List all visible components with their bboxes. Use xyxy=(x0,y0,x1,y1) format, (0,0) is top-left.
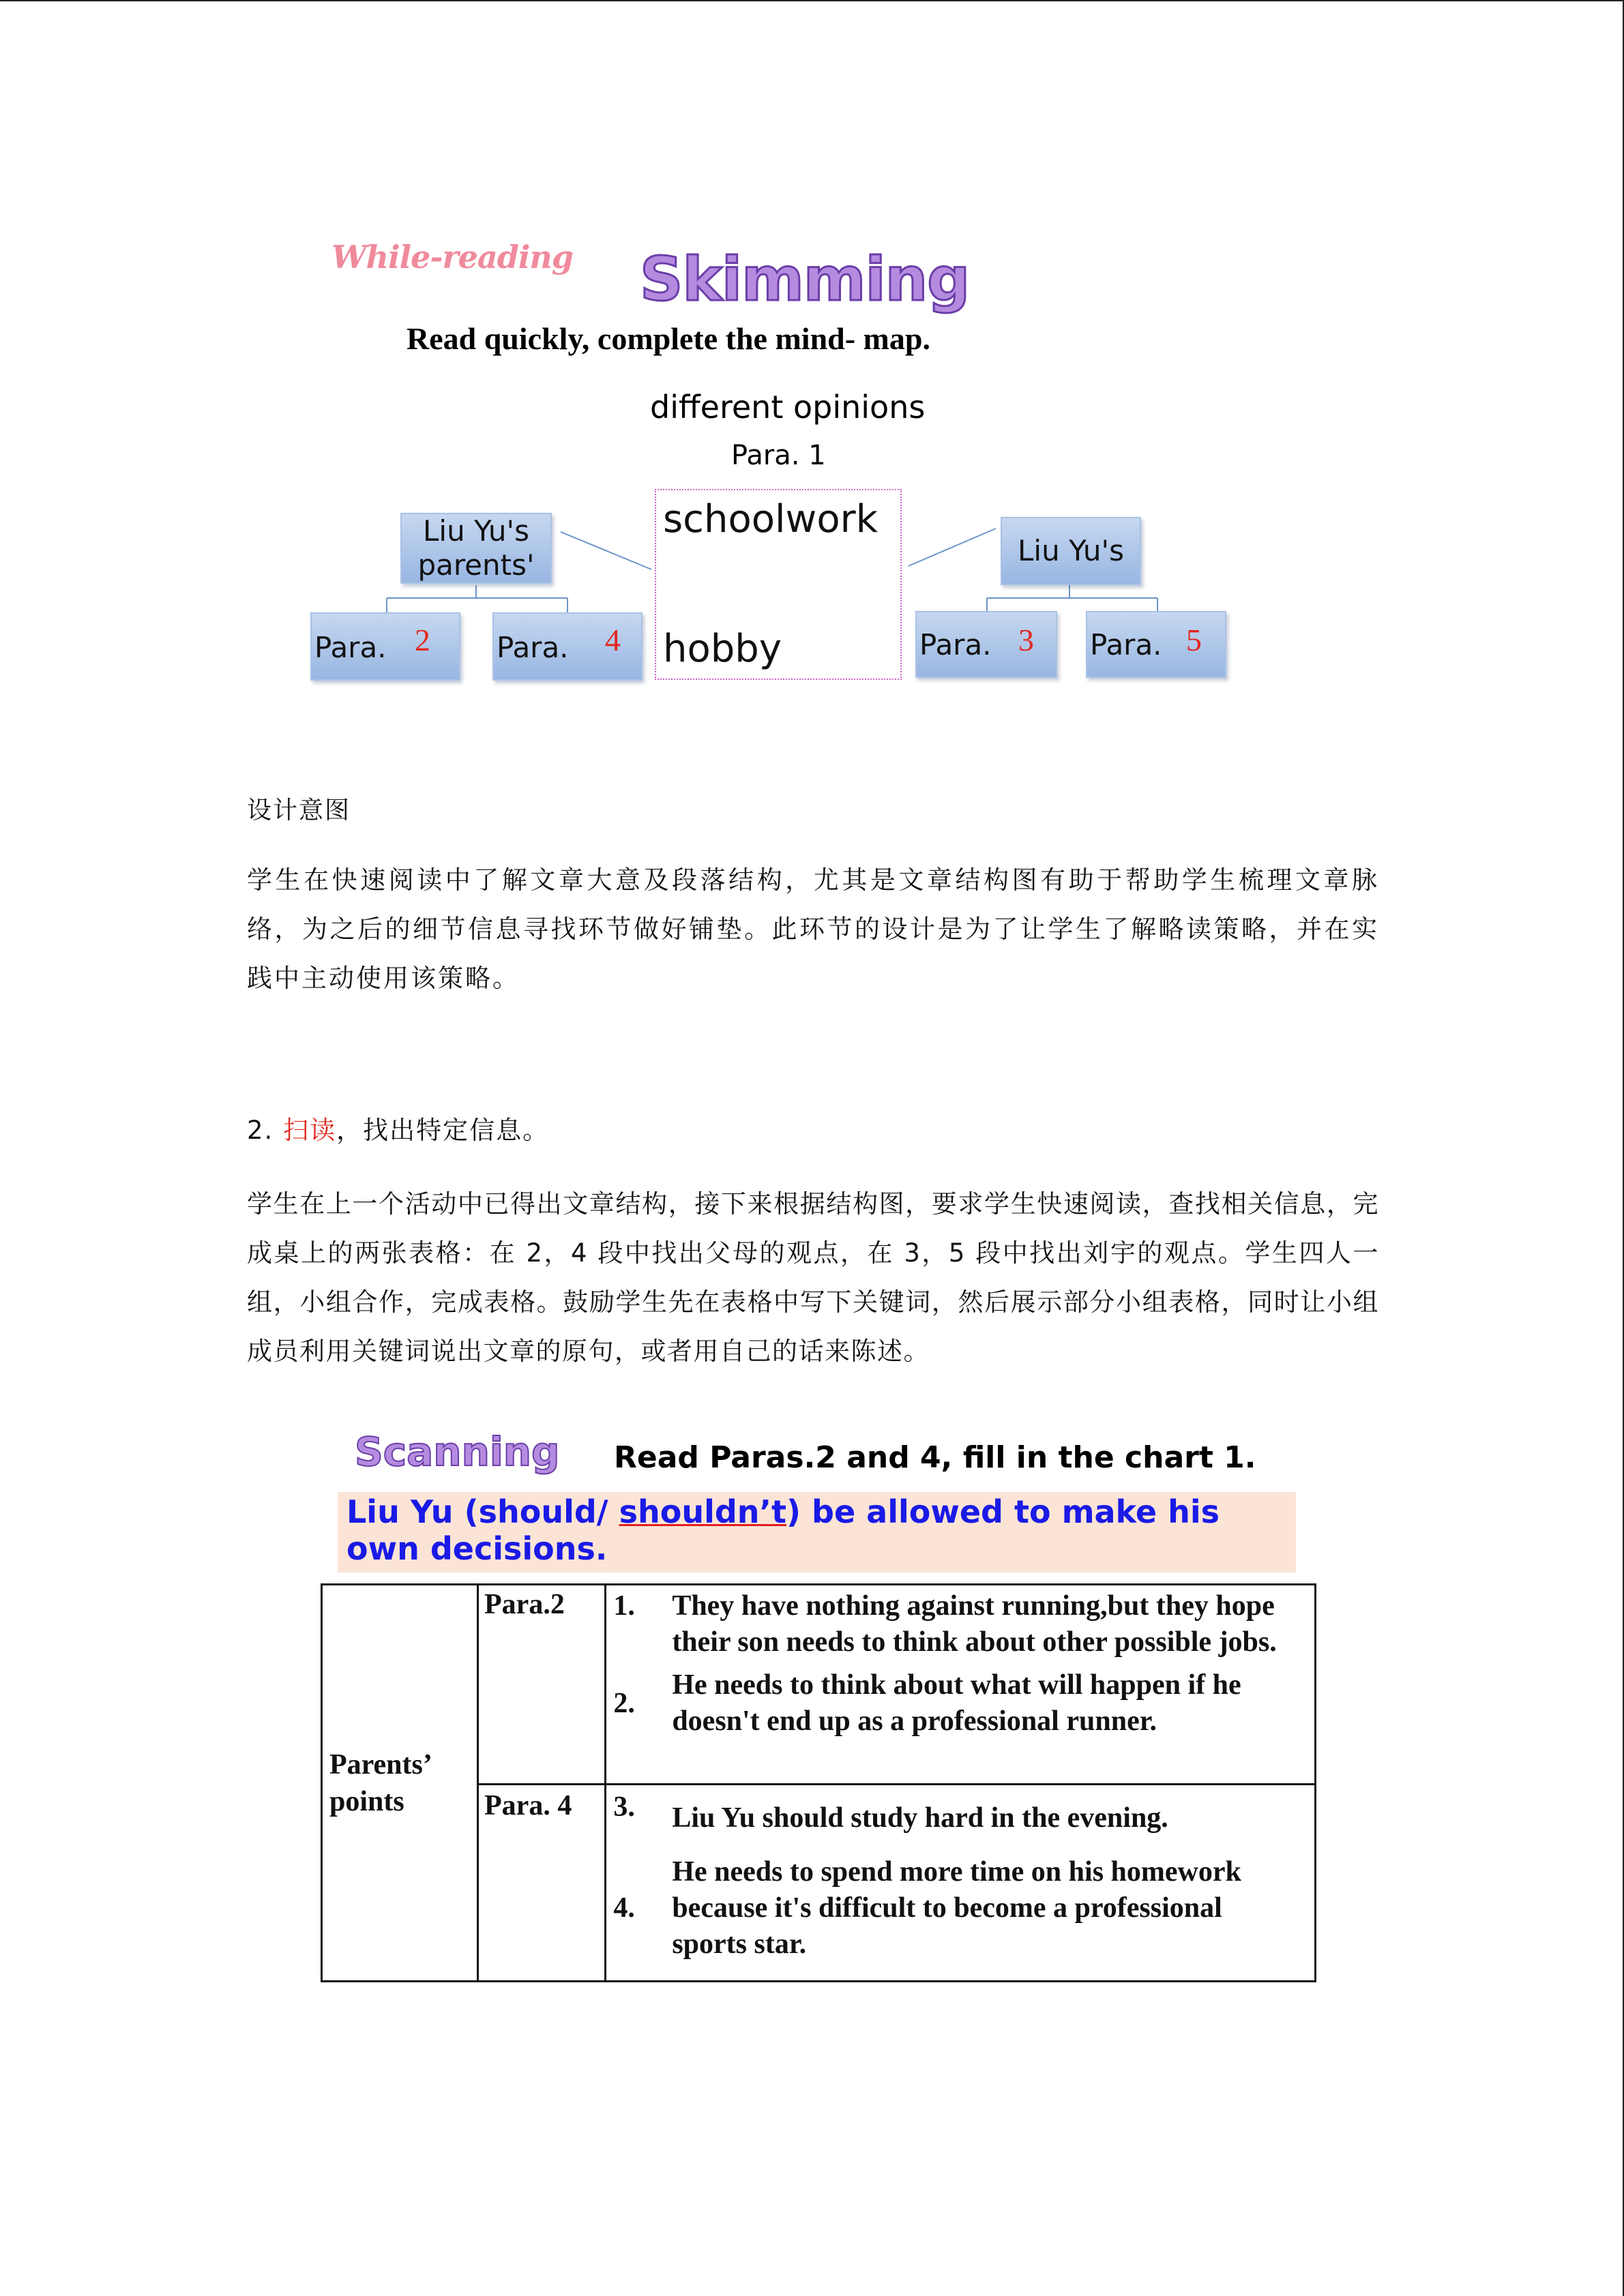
left-group-label-line2: parents' xyxy=(417,548,535,582)
para-word: Para. xyxy=(497,631,569,664)
item-text: He needs to spend more time on his homework because it's difficult to become a professional sports star. xyxy=(672,1856,1241,1960)
center-node xyxy=(655,489,902,680)
para-number: 2 xyxy=(414,623,430,657)
scanning-instruction: Read Paras.2 and 4, fill in the chart 1. xyxy=(614,1440,1256,1475)
para-node xyxy=(310,612,460,681)
para-node xyxy=(492,612,643,681)
connector-left xyxy=(561,532,651,569)
right-group-node xyxy=(1001,517,1141,585)
para-cell xyxy=(478,1785,606,1982)
statement-text xyxy=(346,1493,1288,1567)
para-label: Para.2 xyxy=(484,1589,565,1620)
step-number: 2. xyxy=(247,1116,274,1145)
para-cell xyxy=(478,1585,606,1785)
row-header: Parents’ points xyxy=(329,1748,430,1817)
items-cell xyxy=(606,1585,1316,1785)
para-number: 3 xyxy=(1018,623,1034,657)
scanning-title: Scanning xyxy=(355,1429,560,1475)
para-number: 5 xyxy=(1185,623,1202,657)
mind-map-heading: different opinions xyxy=(650,389,926,426)
statement-start: Liu Yu (should/ xyxy=(346,1493,619,1530)
para-label: Para. 4 xyxy=(484,1790,572,1821)
para-node xyxy=(915,611,1057,678)
section-label: While-reading xyxy=(331,239,573,275)
step-paragraph: 学生在上一个活动中已得出文章结构，接下来根据结构图，要求学生快速阅读，查找相关信息，完成桌上的两张表格：在 2，4 段中找出父母的观点，在 3，5 段中找出刘宇的观点。学生四人一组，小组合作，完成表格。鼓励学生先在表格中写下关键词，然后展示部分小组表格，同时让小组成员利用关键词说出文章的原句，或者用自己的话来陈述。 xyxy=(247,1189,1379,1366)
design-paragraph: 学生在快速阅读中了解文章大意及段落结构，尤其是文章结构图有助于帮助学生梳理文章脉络，为之后的细节信息寻找环节做好铺垫。此环节的设计是为了让学生了解略读策略，并在实践中主动使用该策略。 xyxy=(247,865,1379,993)
right-group-label: Liu Yu's xyxy=(1018,534,1124,567)
items-cell xyxy=(606,1785,1316,1982)
item-text: They have nothing against running,but they hope their son needs to think about other possible jobs. xyxy=(672,1590,1277,1658)
item-number: 2. xyxy=(613,1687,635,1719)
statement-end: ) be allowed to make his own decisions. xyxy=(346,1493,1220,1567)
center-topic-hobby: hobby xyxy=(663,627,782,671)
step-heading xyxy=(247,1109,549,1146)
item-number: 1. xyxy=(613,1590,635,1622)
step-highlight: 扫读 xyxy=(283,1116,337,1145)
para-word: Para. xyxy=(314,631,387,664)
list-item xyxy=(606,1667,1314,1740)
slide-instruction: Read quickly, complete the mind- map. xyxy=(407,321,930,356)
left-group-label-line1: Liu Yu's xyxy=(423,514,529,548)
left-group-node xyxy=(400,513,552,584)
slide-title: Skimming xyxy=(640,244,970,314)
center-para-label: Para. 1 xyxy=(731,440,826,471)
list-item xyxy=(606,1854,1314,1963)
parents-points-table xyxy=(321,1583,1316,1982)
center-topic-schoolwork: schoolwork xyxy=(663,497,879,541)
connector-right xyxy=(909,528,996,566)
para-number: 4 xyxy=(604,623,621,657)
list-item xyxy=(606,1789,1314,1836)
item-text: Liu Yu should study hard in the evening. xyxy=(672,1802,1168,1834)
para-word: Para. xyxy=(919,628,992,661)
step-rest: ，找出特定信息。 xyxy=(336,1116,550,1145)
item-number: 4. xyxy=(613,1892,635,1924)
design-title: 设计意图 xyxy=(247,796,351,824)
item-number: 3. xyxy=(613,1791,635,1823)
row-header-cell xyxy=(322,1585,478,1982)
list-item xyxy=(606,1588,1314,1660)
item-text: He needs to think about what will happen if he doesn't end up as a professional runner. xyxy=(672,1669,1241,1737)
table-row xyxy=(322,1585,1316,1785)
statement-underlined: shouldn’t xyxy=(619,1493,786,1530)
para-node xyxy=(1086,611,1226,678)
para-word: Para. xyxy=(1090,628,1162,661)
